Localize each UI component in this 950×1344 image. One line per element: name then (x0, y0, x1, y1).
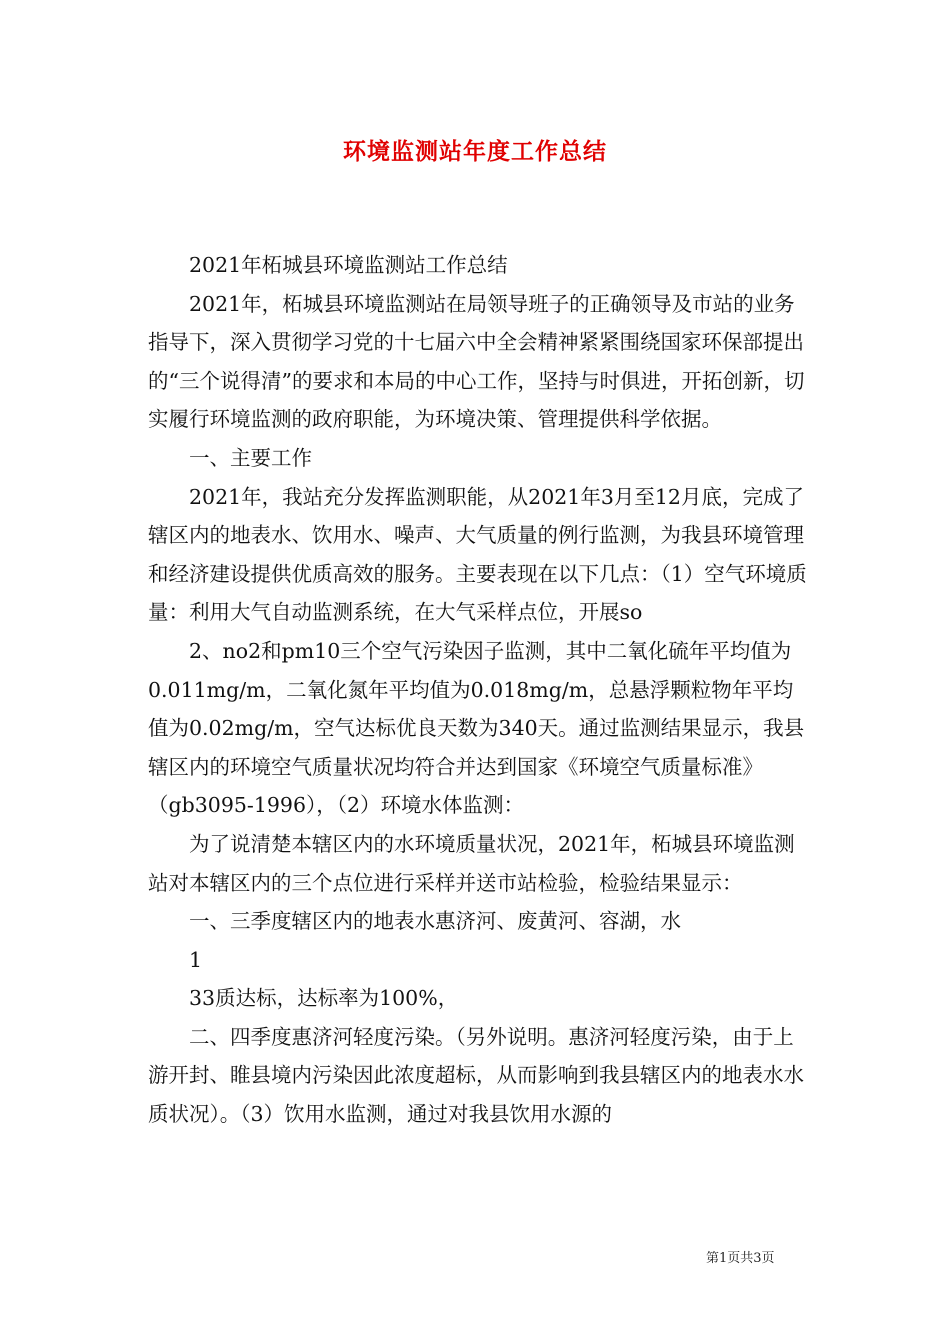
paragraph-intro: 2021年，柘城县环境监测站在局领导班子的正确领导及市站的业务指导下，深入贯彻学习党的十七届六中全会精神紧紧围绕国家环保部提出的“三个说得清”的要求和本局的中心工作，坚持与时俱进，开拓创新，切实履行环境监测的政府职能，为环境决策、管理提供科学依据。 (148, 291, 805, 432)
paragraph-fragment-33: 33质达标，达标率为100%， (189, 986, 459, 1011)
paragraph-air-quality: 2、no2和pm10三个空气污染因子监测，其中二氧化硫年平均值为0.011mg/m，二氧化氮年平均值为0.018mg/m，总悬浮颗粒物年平均值为0.02mg/m，空气达标优良天数为340天。通过监测结果显示，我县辖区内的环境空气质量状况均符合并达到国家《环境空气质量标准》（gb3095-1996），（2）环境水体监测： (148, 638, 805, 818)
paragraph-fragment-1: 1 (189, 947, 203, 972)
paragraph-monitoring: 2021年，我站充分发挥监测职能，从2021年3月至12月底，完成了辖区内的地表水、饮用水、噪声、大气质量的例行监测，为我县环境管理和经济建设提供优质高效的服务。主要表现在以下几点：（1）空气环境质量：利用大气自动监测系统，在大气采样点位，开展so (148, 484, 807, 625)
paragraph-water-q1-q3: 一、三季度辖区内的地表水惠济河、废黄河、容湖，水 (189, 909, 681, 934)
document-title: 环境监测站年度工作总结 (343, 138, 607, 165)
paragraph-water-intro: 为了说清楚本辖区内的水环境质量状况，2021年，柘城县环境监测站对本辖区内的三个点位进行采样并送市站检验，检验结果显示： (148, 831, 795, 895)
document-body (148, 246, 808, 1134)
page-number: 第1页共3页 (706, 1251, 775, 1266)
paragraph-subtitle: 2021年柘城县环境监测站工作总结 (189, 253, 508, 277)
section-heading-main-work: 一、主要工作 (189, 445, 312, 470)
paragraph-water-q2-q4: 二、四季度惠济河轻度污染。（另外说明。惠济河轻度污染，由于上游开封、睢县境内污染因此浓度超标，从而影响到我县辖区内的地表水水质状况）。（3）饮用水监测，通过对我县饮用水源的 (148, 1024, 804, 1127)
